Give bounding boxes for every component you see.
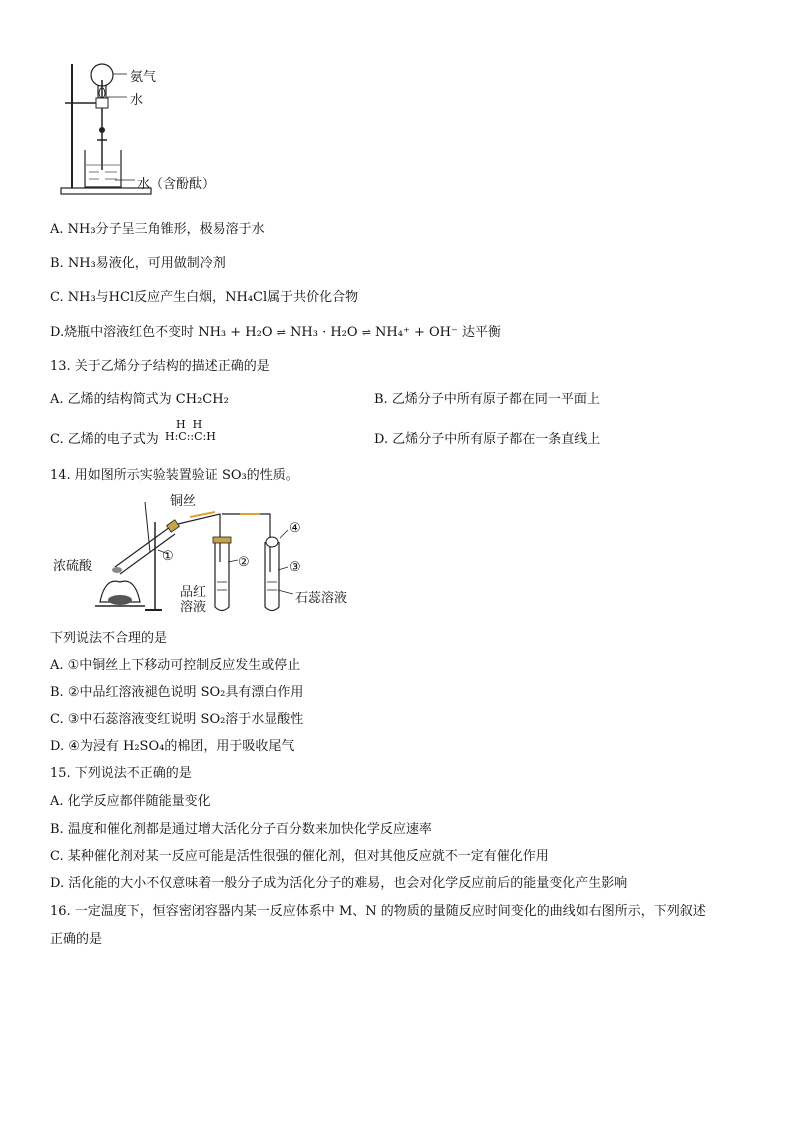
label-rongye: 溶液 — [180, 600, 207, 615]
q12-d-pre: D.烧瓶中溶液红色不变时 NH₃ + H₂O — [50, 325, 273, 340]
label-beaker-water: 水（含酚酞） — [137, 177, 216, 192]
q14-option-a: A. ①中铜丝上下移动可控制反应发生或停止 — [50, 658, 301, 673]
label-n2: ② — [238, 555, 250, 570]
q12-d-mid: NH₃ · H₂O — [290, 325, 358, 340]
q12-option-a: A. NH₃分子呈三角锥形，极易溶于水 — [50, 222, 265, 237]
q15-stem: 15. 下列说法不正确的是 — [50, 766, 192, 781]
label-ammonia: 氨气 — [130, 70, 157, 85]
q12-d-post: NH₄⁺ + OH⁻ — [375, 325, 458, 340]
q16-stem-line1: 16. 一定温度下，恒容密闭容器内某一反应体系中 M、N 的物质的量随反应时间变化的曲线如右图所示，下列叙述 — [50, 904, 706, 919]
q13-option-c — [50, 428, 159, 447]
q15-option-c: C. 某种催化剂对某一反应可能是活性很强的催化剂，但对其他反应就不一定有催化作用 — [50, 849, 549, 864]
label-water: 水 — [130, 93, 144, 108]
q12-d-tail: 达平衡 — [462, 325, 502, 340]
q14-option-b: B. ②中品红溶液褪色说明 SO₂具有漂白作用 — [50, 685, 304, 700]
q13-stem: 13. 关于乙烯分子结构的描述正确的是 — [50, 359, 270, 374]
formula-bottom: H:C::C:H — [165, 430, 216, 443]
q13-option-b: B. 乙烯分子中所有原子都在同一平面上 — [374, 392, 600, 407]
q13-option-a: A. 乙烯的结构简式为 CH₂CH₂ — [50, 392, 229, 407]
q13-option-d: D. 乙烯分子中所有原子都在一条直线上 — [374, 432, 601, 447]
q12-option-b: B. NH₃易液化，可用做制冷剂 — [50, 256, 226, 271]
q12-option-c: C. NH₃与HCl反应产生白烟，NH₄Cl属于共价化合物 — [50, 290, 359, 305]
label-copper-wire: 铜丝 — [170, 494, 197, 509]
q14-option-c: C. ③中石蕊溶液变红说明 SO₂溶于水显酸性 — [50, 712, 304, 727]
label-n3: ③ — [289, 560, 301, 575]
q16-stem-line2: 正确的是 — [50, 932, 103, 947]
q15-option-d: D. 活化能的大小不仅意味着一般分子成为活化分子的难易，也会对化学反应前后的能量变化产生影响 — [50, 876, 628, 891]
q15-option-a: A. 化学反应都伴随能量变化 — [50, 794, 211, 809]
q14-option-d: D. ④为浸有 H₂SO₄的棉团，用于吸收尾气 — [50, 739, 295, 754]
label-pinhong: 品红 — [180, 585, 207, 600]
q13-c-text: C. 乙烯的电子式为 — [50, 432, 159, 447]
q14-stem: 14. 用如图所示实验装置验证 SO₃的性质。 — [50, 468, 299, 483]
equilibrium-arrow-icon: ⇌ — [276, 326, 286, 339]
label-n4: ④ — [289, 521, 301, 536]
label-conc-sulfuric-acid: 浓硫酸 — [53, 559, 93, 574]
q15-option-b: B. 温度和催化剂都是通过增大活化分子百分数来加快化学反应速率 — [50, 822, 432, 837]
ethylene-electron-formula — [165, 419, 216, 443]
equilibrium-arrow-icon: ⇌ — [361, 326, 371, 339]
q12-option-d — [50, 321, 501, 340]
label-litmus: 石蕊溶液 — [295, 591, 348, 606]
formula-top: H H — [176, 418, 203, 431]
q14-prompt: 下列说法不合理的是 — [50, 631, 168, 646]
label-n1: ① — [162, 549, 174, 564]
